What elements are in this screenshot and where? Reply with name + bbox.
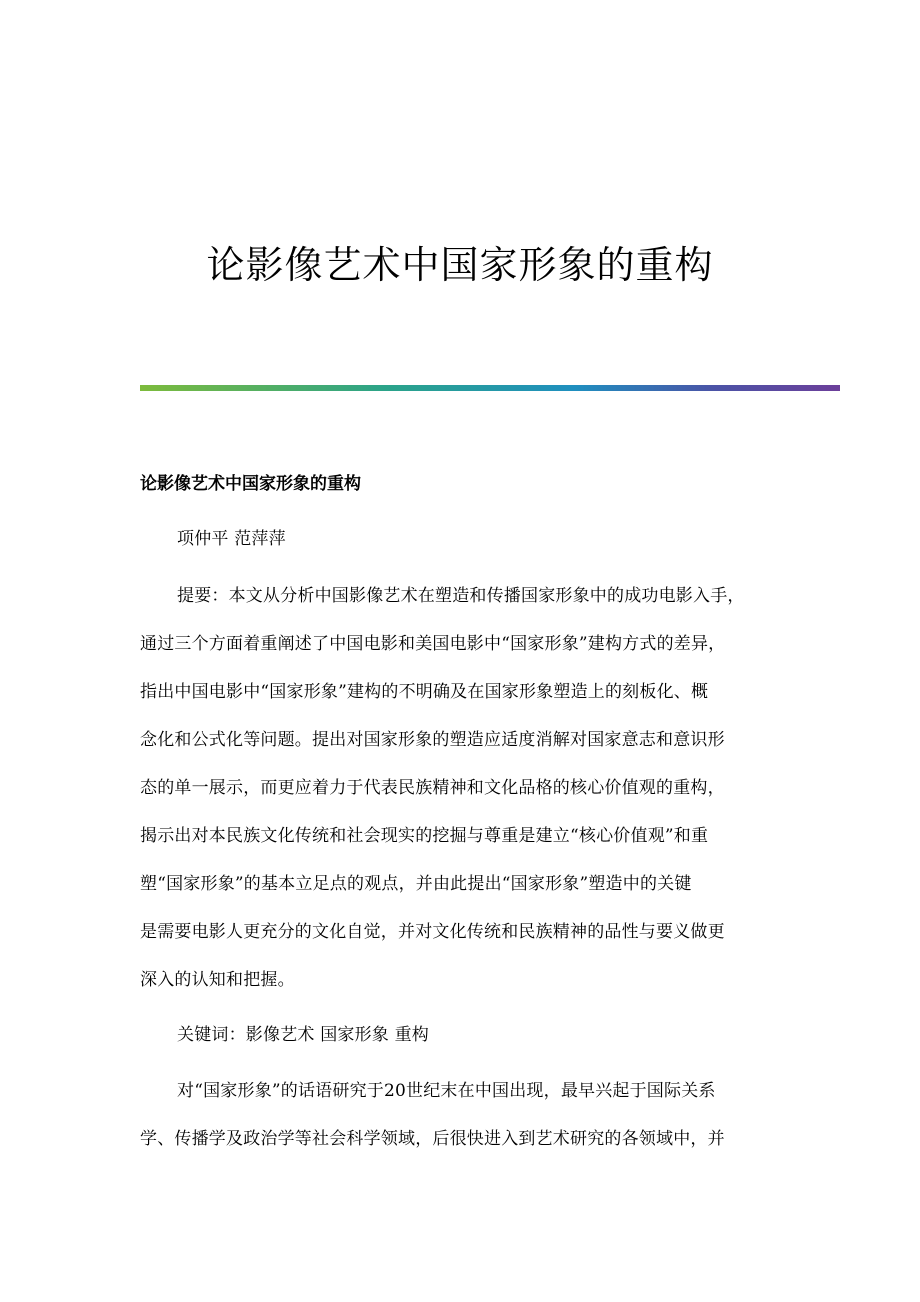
title-divider-rule (140, 385, 840, 391)
abstract-line: 揭示出对本民族文化传统和社会现实的挖掘与尊重是建立“核心价值观”和重 (140, 826, 709, 846)
abstract-line: 深入的认知和把握。 (140, 970, 295, 990)
abstract-line: 是需要电影人更充分的文化自觉，并对文化传统和民族精神的品性与要义做更 (140, 922, 725, 942)
abstract-line: 念化和公式化等问题。提出对国家形象的塑造应适度消解对国家意志和意识形 (140, 730, 725, 750)
abstract-line: 提要：本文从分析中国影像艺术在塑造和传播国家形象中的成功电影入手， (177, 586, 745, 606)
authors-line: 项仲平 范萍萍 (177, 529, 286, 549)
abstract-line: 塑“国家形象”的基本立足点的观点，并由此提出“国家形象”塑造中的关键 (140, 874, 692, 894)
keywords-line: 关键词：影像艺术 国家形象 重构 (177, 1025, 430, 1045)
document-title: 论影像艺术中国家形象的重构 (206, 243, 714, 288)
abstract-line: 通过三个方面着重阐述了中国电影和美国电影中“国家形象”建构方式的差异， (140, 634, 726, 654)
abstract-line: 指出中国电影中“国家形象”建构的不明确及在国家形象塑造上的刻板化、概 (140, 682, 709, 702)
body-paragraph-line: 对“国家形象”的话语研究于20世纪末在中国出现，最早兴起于国际关系 (177, 1081, 716, 1101)
body-paragraph-line: 学、传播学及政治学等社会科学领域，后很快进入到艺术研究的各领域中，并 (140, 1129, 725, 1149)
section-heading: 论影像艺术中国家形象的重构 (140, 474, 361, 494)
abstract-line: 态的单一展示，而更应着力于代表民族精神和文化品格的核心价值观的重构， (140, 778, 725, 798)
